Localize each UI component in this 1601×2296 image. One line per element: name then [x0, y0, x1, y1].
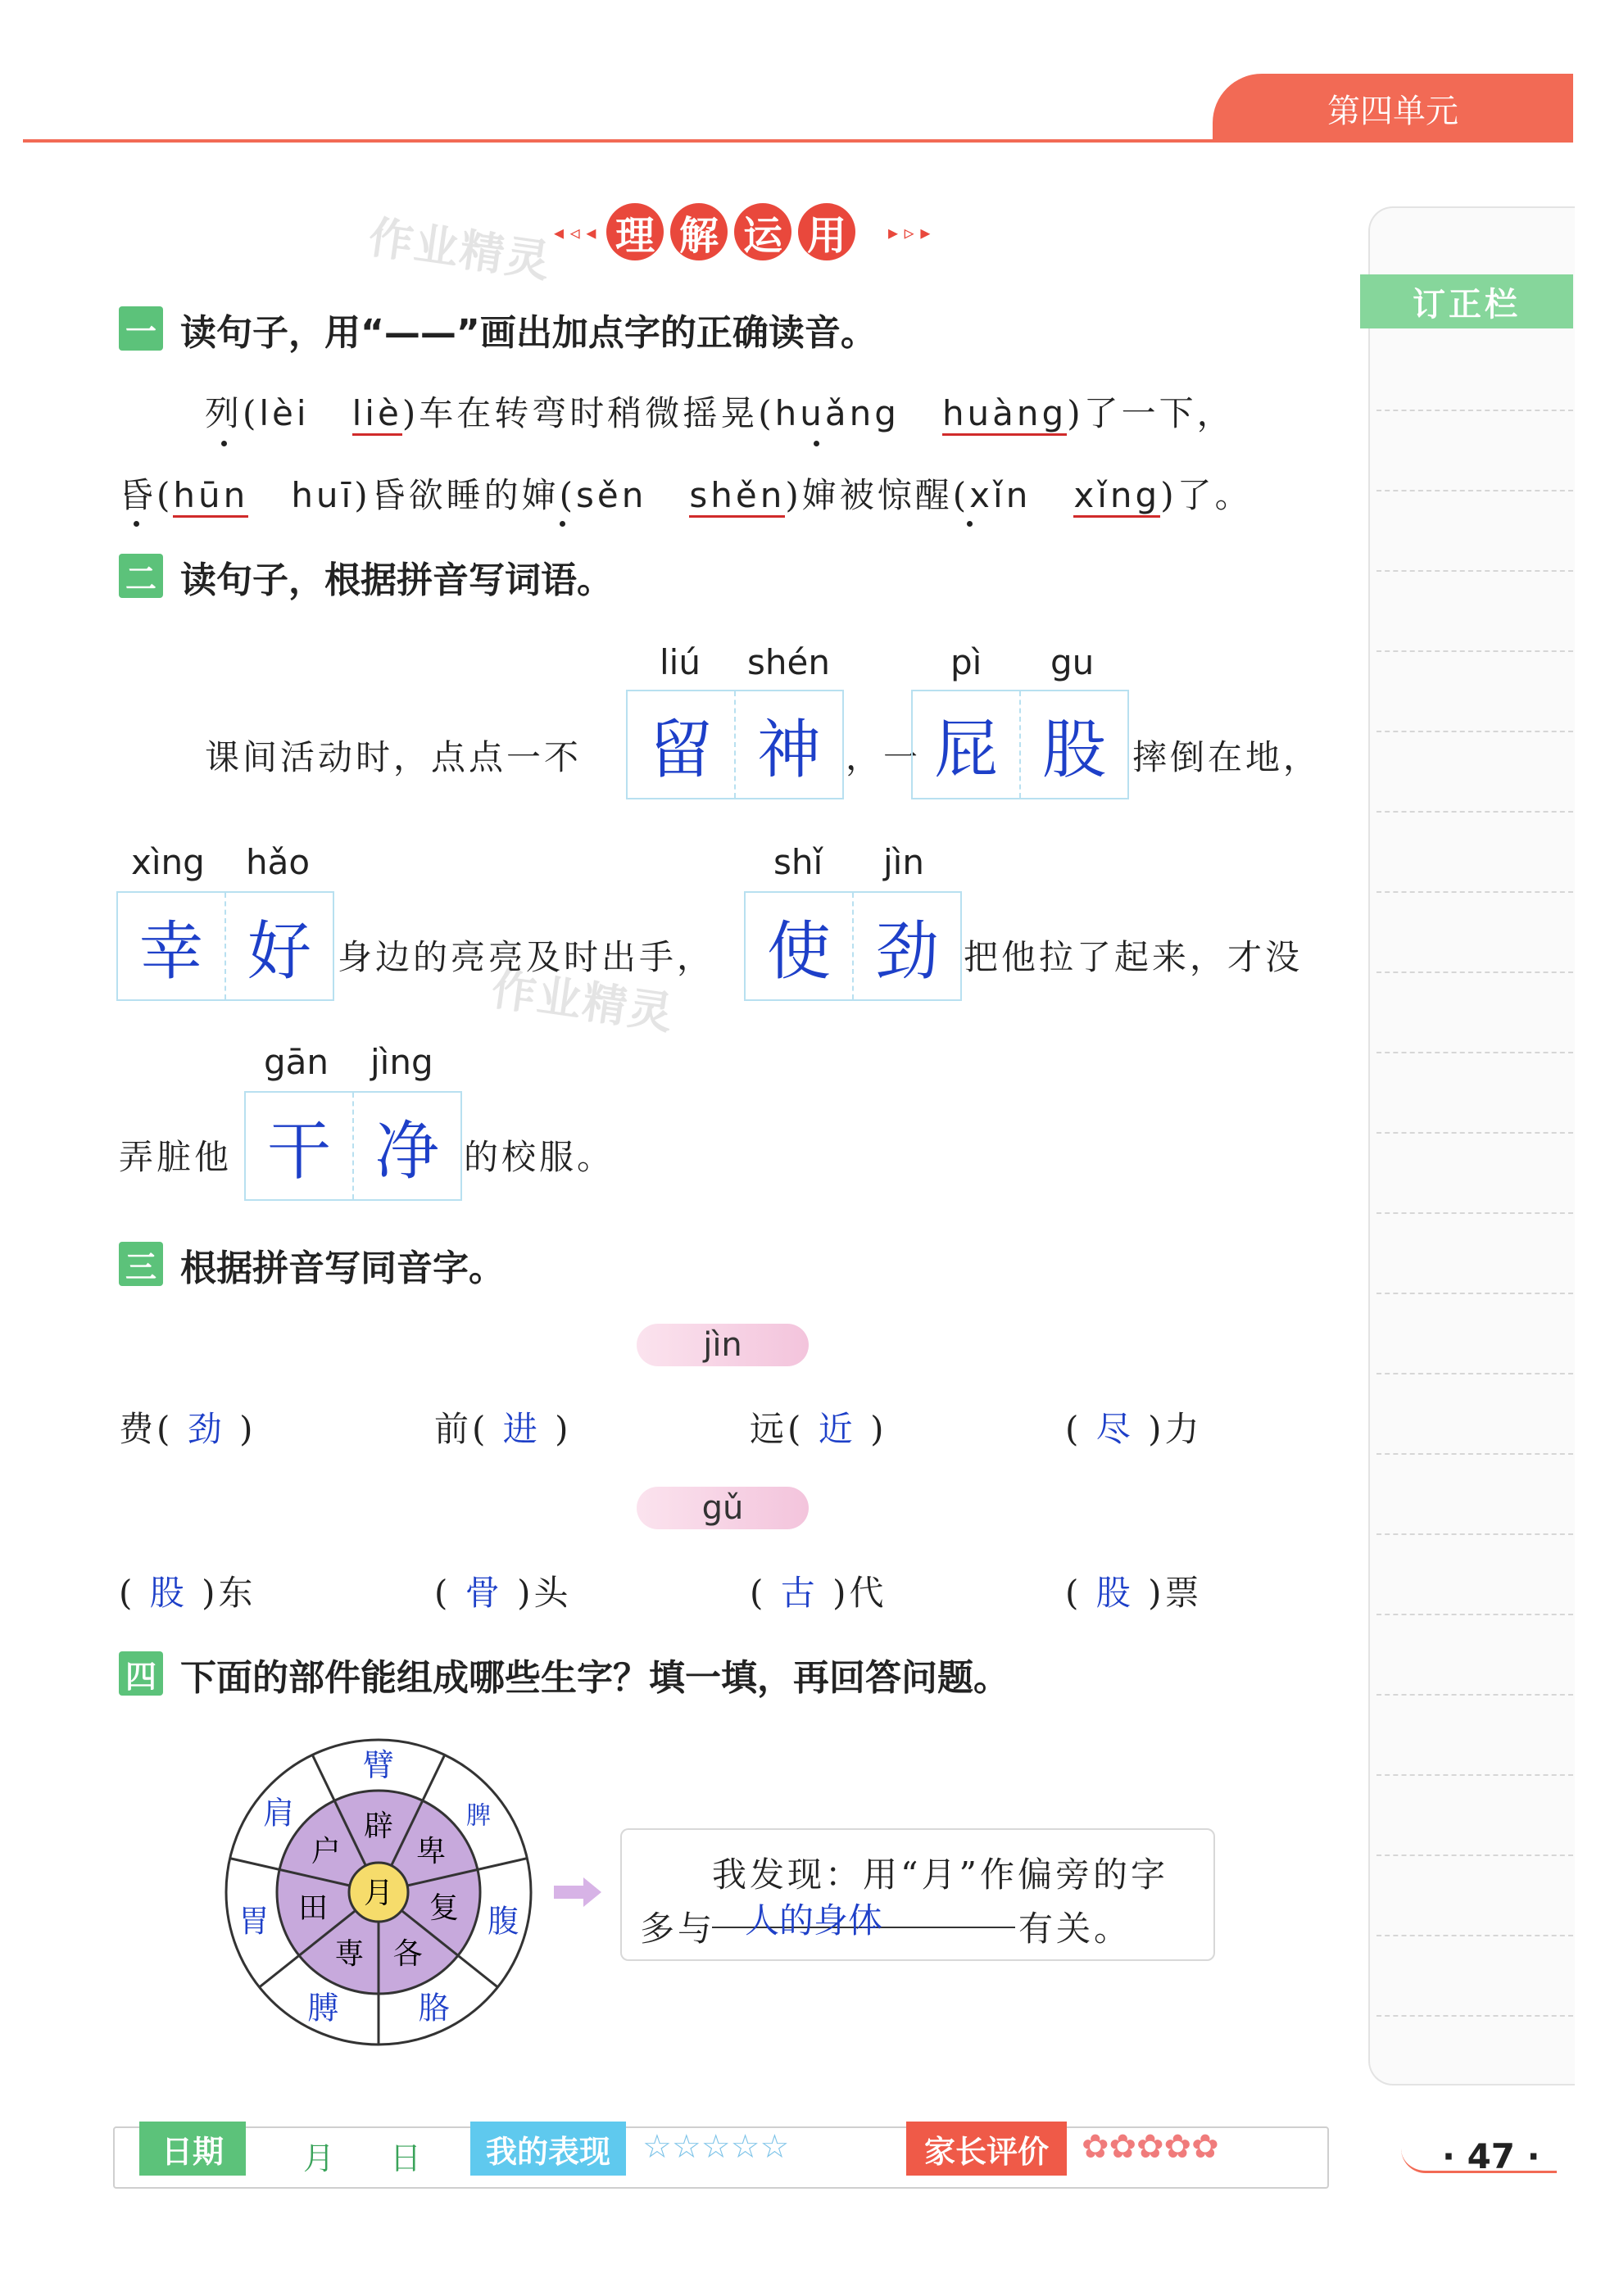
unit-tab: 第四单元 — [1213, 74, 1573, 143]
pinyin: liú — [660, 642, 701, 682]
correction-tab: 订正栏 — [1360, 274, 1573, 328]
wheel-outer-answer: 臂 — [362, 1747, 395, 1783]
q1-text: )了。 — [1160, 475, 1253, 515]
answer-box — [911, 690, 1129, 799]
answer-box — [116, 891, 334, 1001]
star-icon[interactable]: ☆ — [642, 2128, 672, 2166]
q1-text: )车在转弯时稍微摇晃( — [401, 393, 775, 433]
pinyin: gu — [1050, 642, 1095, 682]
fill-answer: 股 — [1095, 1573, 1134, 1613]
fill-answer: 股 — [149, 1573, 188, 1613]
q3-number: 三 — [119, 1242, 163, 1286]
q2-text: ，一 — [846, 737, 922, 777]
wheel-inner-part: 卑 — [416, 1834, 447, 1868]
q4-number: 四 — [119, 1651, 163, 1696]
correction-line — [1376, 1052, 1573, 1053]
answer-char: 留 — [648, 713, 713, 787]
triangle-left-icon: ◂ ◃ ◂ — [554, 221, 596, 244]
arrow-right-icon — [554, 1876, 603, 1909]
answer-box — [244, 1091, 462, 1201]
correction-line — [1376, 1132, 1573, 1134]
wheel-inner-part: 复 — [429, 1891, 459, 1926]
fill-item — [1065, 1566, 1203, 1615]
flower-icon[interactable]: ✿ — [1163, 2128, 1192, 2166]
q1-text: 列( — [205, 393, 260, 433]
fill-text: 前( — [434, 1409, 489, 1449]
emphasis-dot — [134, 521, 139, 527]
fill-text: 费( — [119, 1409, 174, 1449]
wheel-inner-part: 辟 — [363, 1809, 394, 1843]
wheel-inner-part: 田 — [298, 1891, 329, 1926]
fill-text: )头 — [517, 1573, 572, 1613]
q1-number: 一 — [119, 306, 163, 351]
fill-text: )力 — [1148, 1409, 1203, 1449]
wheel-inner-part: 専 — [334, 1936, 365, 1971]
pinyin: xìng — [131, 842, 205, 882]
star-icon[interactable]: ☆ — [671, 2128, 701, 2166]
answer-char: 神 — [734, 691, 842, 798]
fill-answer: 古 — [780, 1573, 819, 1613]
answer-char: 幸 — [138, 915, 203, 989]
pinyin-option: lèi — [259, 393, 310, 433]
section-title — [606, 203, 855, 260]
emphasis-dot — [814, 441, 819, 446]
discovery-box — [620, 1828, 1215, 1961]
fill-text: ) — [555, 1409, 572, 1449]
triangle-right-icon: ▸ ▹ ▸ — [888, 221, 931, 244]
pinyin-option: huī — [291, 475, 355, 515]
fill-text: ) — [870, 1409, 887, 1449]
star-icon[interactable]: ☆ — [760, 2128, 790, 2166]
pinyin-pill: gǔ — [637, 1487, 809, 1529]
pinyin: shén — [747, 642, 830, 682]
pinyin: pì — [950, 642, 982, 682]
pinyin: gān — [264, 1042, 329, 1082]
pinyin-option-underlined: huàng — [942, 393, 1067, 436]
answer-char: 股 — [1019, 691, 1127, 798]
correction-line — [1376, 1614, 1573, 1615]
answer-char: 好 — [225, 893, 333, 999]
answer-box — [626, 690, 844, 799]
fill-text: )代 — [832, 1573, 887, 1613]
fill-answer: 骨 — [465, 1573, 503, 1613]
correction-line — [1376, 1774, 1573, 1776]
section-title-char: 解 — [670, 203, 728, 260]
wheel-inner-part: 户 — [311, 1834, 341, 1868]
correction-line — [1376, 1854, 1573, 1856]
correction-line — [1376, 570, 1573, 572]
answer-char: 干 — [266, 1115, 331, 1189]
star-icon[interactable]: ☆ — [701, 2128, 731, 2166]
discovery-text: 多与 — [640, 1909, 716, 1949]
answer-char: 净 — [352, 1093, 460, 1199]
fill-item — [119, 1566, 256, 1615]
correction-line — [1376, 811, 1573, 813]
pinyin: jìng — [370, 1042, 433, 1082]
emphasis-dot — [221, 441, 227, 446]
header-rule — [23, 139, 1573, 143]
wheel-center: 月 — [363, 1877, 394, 1910]
page-number-value: 47 — [1467, 2136, 1516, 2176]
fill-text: ( — [119, 1573, 136, 1613]
answer-char: 屁 — [933, 713, 998, 787]
correction-line — [1376, 891, 1573, 893]
q2-text: 身边的亮亮及时出手， — [338, 937, 715, 977]
wheel-outer-answer: 脾 — [465, 1801, 491, 1831]
correction-line — [1376, 1212, 1573, 1214]
pinyin-option: sěn — [576, 475, 647, 515]
fill-item — [434, 1402, 572, 1451]
q3-title: 根据拼音写同音字。 — [180, 1248, 505, 1289]
answer-char: 劲 — [852, 893, 960, 999]
pinyin-option-underlined: liè — [352, 393, 402, 436]
fill-text: 远( — [750, 1409, 805, 1449]
fill-text: )东 — [202, 1573, 256, 1613]
fill-item — [119, 1402, 256, 1451]
correction-line — [1376, 410, 1573, 411]
q2-title: 读句子，根据拼音写词语。 — [180, 559, 613, 601]
date-label: 日期 — [139, 2122, 246, 2176]
fill-item — [434, 1566, 572, 1615]
fill-item — [750, 1402, 887, 1451]
performance-stars[interactable] — [642, 2128, 789, 2166]
correction-line — [1376, 1373, 1573, 1374]
pinyin-pill: jìn — [637, 1324, 809, 1366]
flower-icon[interactable]: ✿ — [1191, 2128, 1219, 2166]
fill-answer: 尽 — [1095, 1409, 1134, 1449]
section-title-char: 理 — [606, 203, 664, 260]
pinyin-option: xǐn — [969, 475, 1032, 515]
q1-text: )了一下， — [1067, 393, 1235, 433]
watermark: 作业精灵 — [488, 962, 678, 1040]
emphasis-dot — [967, 521, 973, 527]
wheel-outer-answer: 腹 — [488, 1903, 519, 1940]
q2-text: 把他拉了起来，才没 — [964, 937, 1304, 977]
fill-text: ( — [434, 1573, 451, 1613]
pinyin-option-underlined: xǐng — [1073, 475, 1160, 518]
q2-text: 摔倒在地， — [1132, 737, 1322, 777]
character-wheel — [223, 1737, 534, 2048]
q2-text: 课间活动时，点点一不 — [205, 737, 583, 777]
pinyin: shǐ — [773, 842, 823, 882]
correction-line — [1376, 731, 1573, 732]
page-number: · 47 · — [1442, 2136, 1540, 2176]
wheel-outer-answer: 胃 — [238, 1903, 270, 1940]
month-label: 月 — [303, 2140, 335, 2176]
wheel-outer-answer: 膊 — [307, 1990, 339, 2027]
q2-text: 的校服。 — [464, 1137, 615, 1177]
correction-line — [1376, 490, 1573, 491]
flower-icon[interactable]: ✿ — [1082, 2128, 1109, 2166]
correction-line — [1376, 1694, 1573, 1696]
performance-label: 我的表现 — [470, 2122, 626, 2176]
q1-line2 — [119, 469, 1253, 518]
q2-text: 弄脏他 — [119, 1137, 233, 1177]
fill-item — [1065, 1402, 1203, 1451]
fill-item — [750, 1566, 887, 1615]
section-title-char: 用 — [798, 203, 855, 260]
wheel-outer-answer: 胳 — [418, 1990, 450, 2027]
correction-line — [1376, 1935, 1573, 1936]
discovery-answer: 人的身体 — [745, 1900, 883, 1941]
correction-column — [1368, 206, 1575, 2085]
parent-eval-label: 家长评价 — [906, 2122, 1067, 2176]
answer-box — [744, 891, 962, 1001]
fill-answer: 近 — [818, 1409, 856, 1449]
correction-line — [1376, 2015, 1573, 2017]
q1-line1 — [205, 387, 1235, 436]
day-label: 日 — [390, 2140, 422, 2176]
flower-icon[interactable]: ✿ — [1109, 2128, 1137, 2166]
q1-text: 昏( — [119, 475, 174, 515]
pinyin-option: huǎng — [774, 393, 900, 433]
fill-text: ( — [1065, 1573, 1082, 1613]
correction-line — [1376, 1533, 1573, 1535]
pinyin-option-underlined: shěn — [689, 475, 785, 518]
wheel-outer-answer: 肩 — [263, 1795, 295, 1832]
answer-char: 使 — [766, 915, 831, 989]
section-title-char: 运 — [734, 203, 791, 260]
fill-text: ) — [239, 1409, 256, 1449]
fill-text: ( — [750, 1573, 767, 1613]
q4-title: 下面的部件能组成哪些生字？填一填，再回答问题。 — [180, 1657, 1009, 1699]
fill-text: )票 — [1148, 1573, 1203, 1613]
pinyin-option-underlined: hūn — [173, 475, 248, 518]
discovery-text: 有关。 — [1018, 1909, 1132, 1949]
watermark: 作业精灵 — [365, 211, 555, 288]
fill-answer: 进 — [502, 1409, 541, 1449]
flower-icon[interactable]: ✿ — [1136, 2128, 1164, 2166]
emphasis-dot — [560, 521, 565, 527]
correction-line — [1376, 971, 1573, 973]
pinyin: hǎo — [246, 842, 311, 882]
q2-number: 二 — [119, 554, 163, 598]
correction-line — [1376, 1293, 1573, 1294]
wheel-inner-part: 各 — [392, 1936, 423, 1971]
discovery-text: 我发现：用“月”作偏旁的字 — [712, 1854, 1168, 1895]
correction-line — [1376, 650, 1573, 652]
correction-line — [1376, 1453, 1573, 1455]
fill-answer: 劲 — [187, 1409, 225, 1449]
q1-text: )婶被惊醒( — [785, 475, 970, 515]
pinyin: jìn — [883, 842, 924, 882]
q1-text: )昏欲睡的婶( — [354, 475, 577, 515]
parent-eval-flowers[interactable] — [1082, 2128, 1219, 2166]
q1-title: 读句子，用“——”画出加点字的正确读音。 — [180, 312, 877, 354]
fill-text: ( — [1065, 1409, 1082, 1449]
star-icon[interactable]: ☆ — [730, 2128, 760, 2166]
